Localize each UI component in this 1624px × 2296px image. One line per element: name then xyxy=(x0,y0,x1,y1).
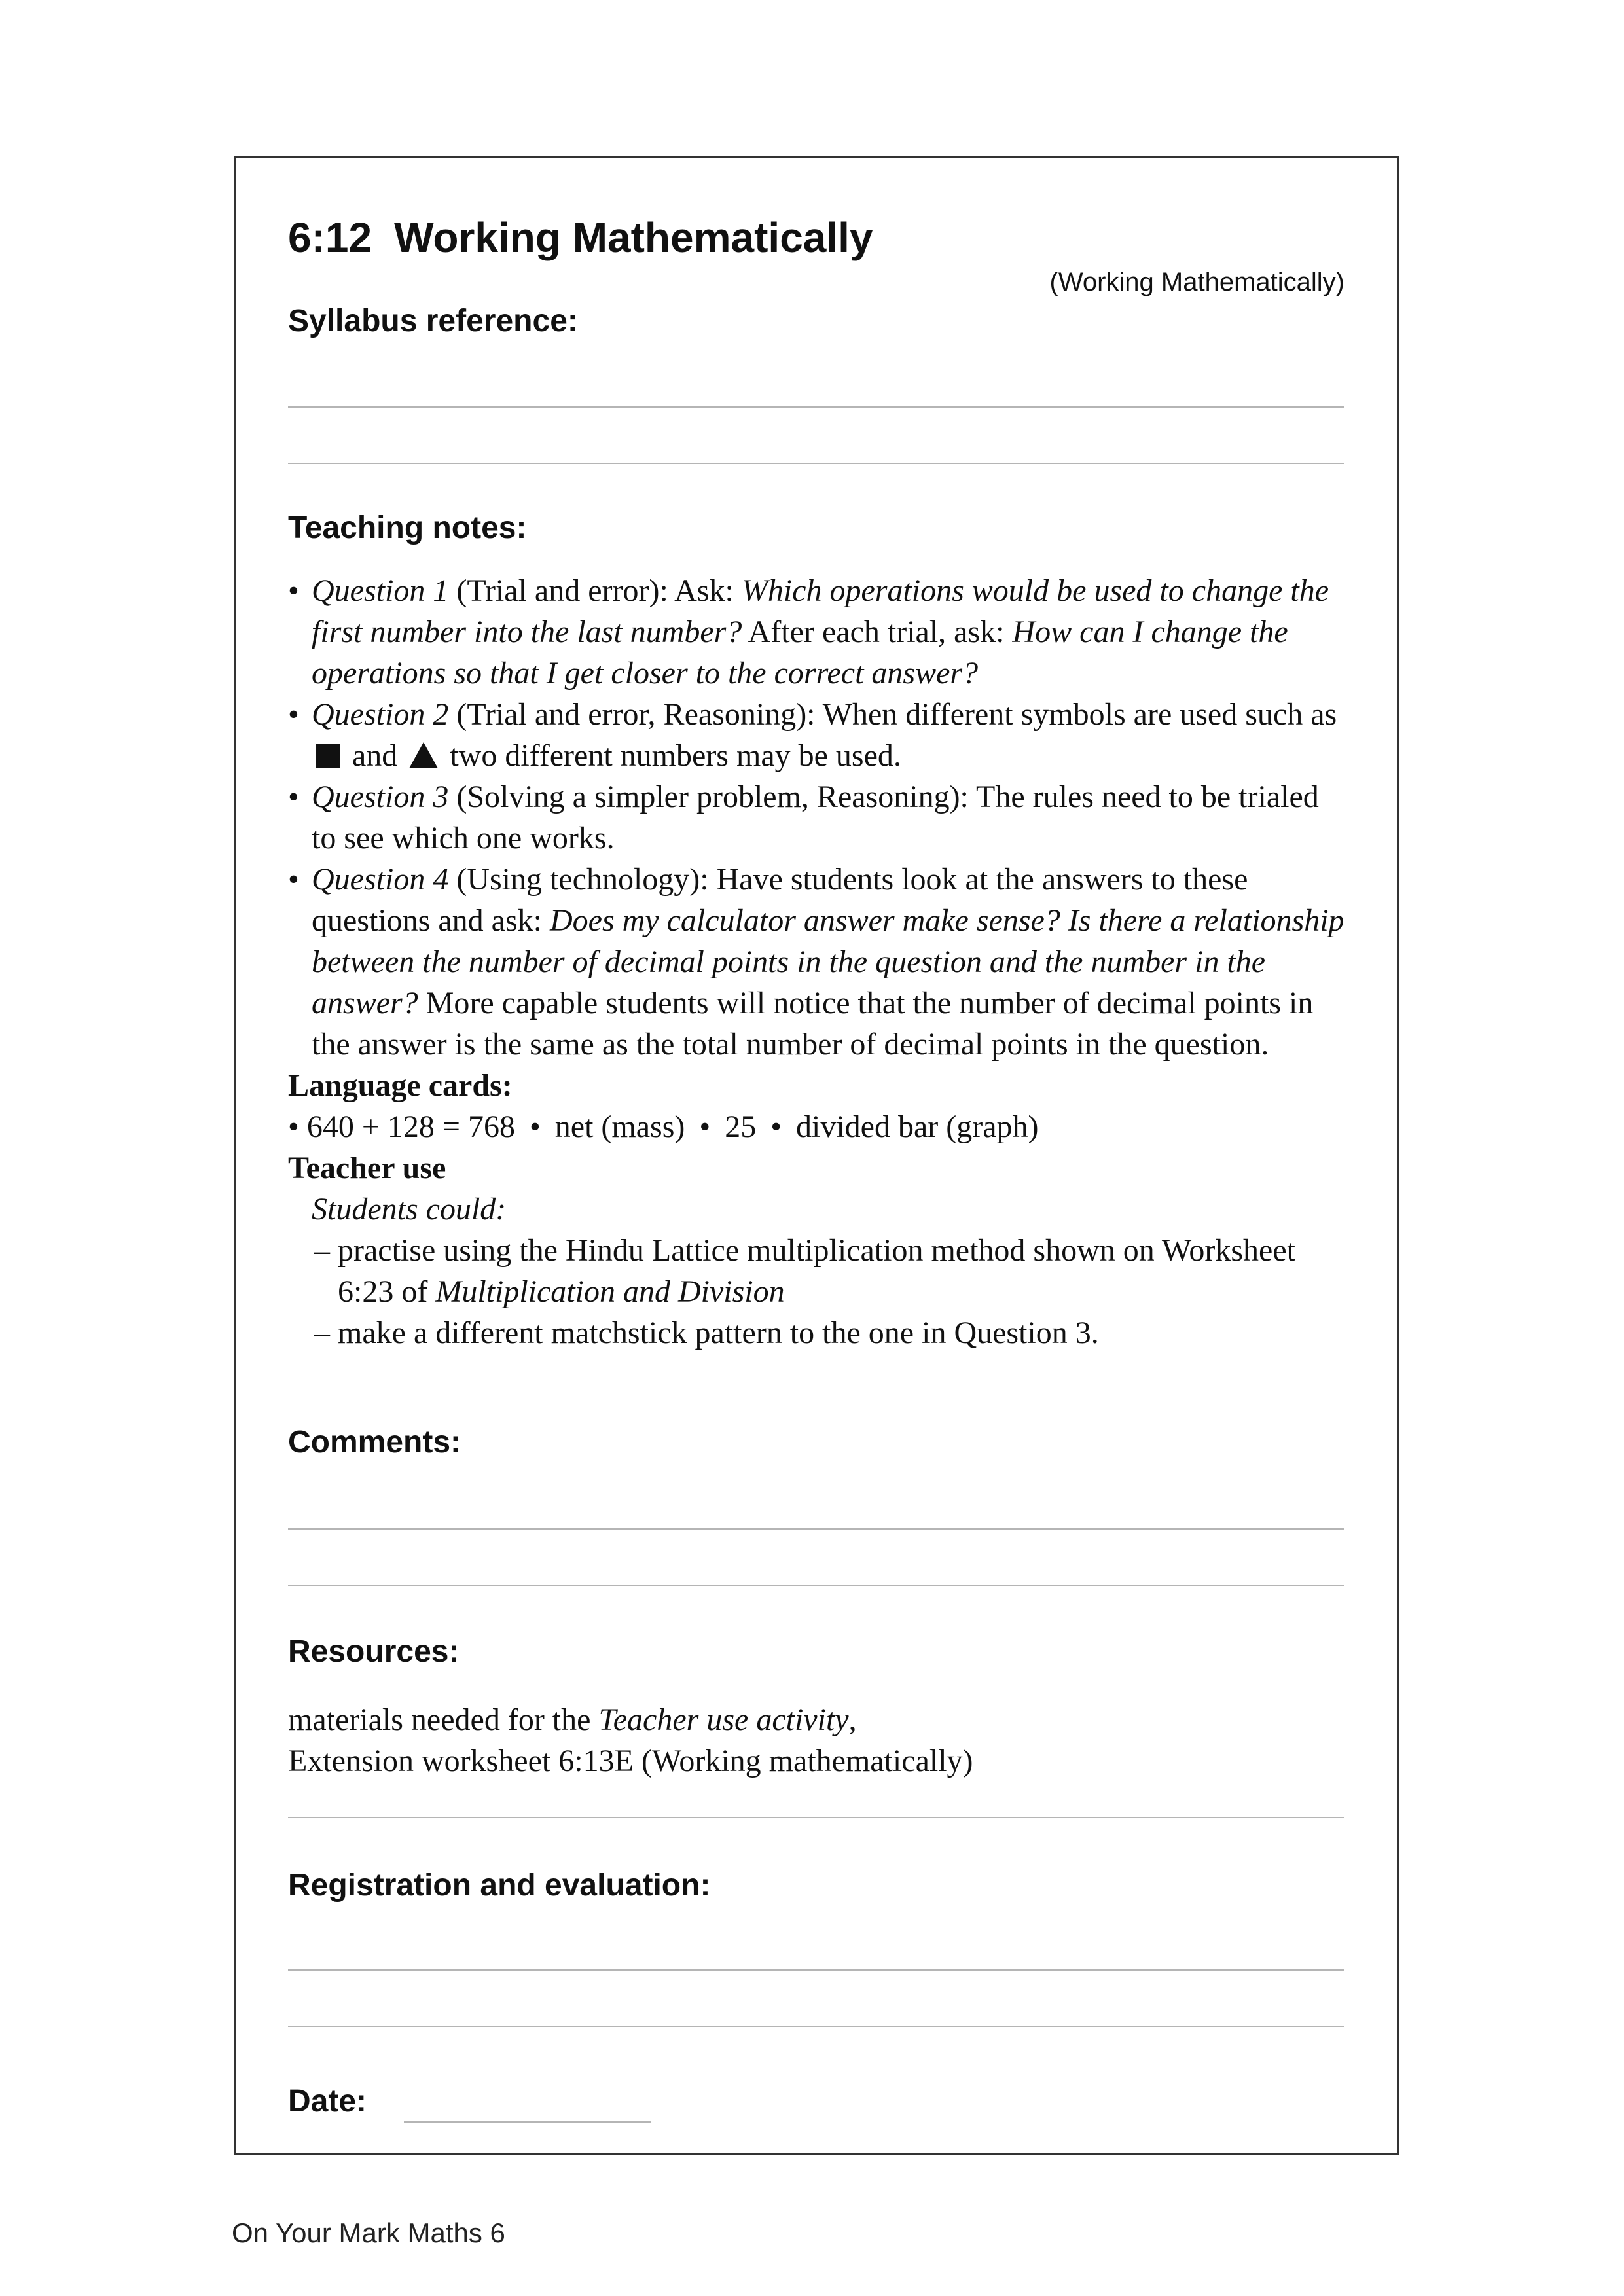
comments-line-2[interactable] xyxy=(288,1585,1344,1586)
language-cards-heading: Language cards: xyxy=(288,1068,513,1103)
footer-book-title: On Your Mark Maths 6 xyxy=(232,2217,505,2248)
q1-italic-b: How can I change the operations so that I get closer to the correct answer? xyxy=(312,615,1288,691)
note-question-1: • Question 1 (Trial and error): Ask: Which operations would be used to change the first number into the last number? After each trial, ask: How can I change the operations so that I get closer to the correct answer? xyxy=(288,573,1329,691)
teacher-use-item-1: – practise using the Hindu Lattice multiplication method shown on Worksheet 6:23 of Multiplication and Division xyxy=(314,1233,1295,1309)
date-heading: Date: xyxy=(288,2084,367,2119)
teacher-use-item-2-text: make a different matchstick pattern to the one in Question 3. xyxy=(338,1316,1099,1350)
q3-label: Question 3 xyxy=(312,780,449,814)
resources-line-1-text: materials needed for the xyxy=(288,1702,599,1737)
page-title xyxy=(288,213,873,262)
q2-text-a: (Trial and error, Reasoning): When different symbols are used such as xyxy=(448,697,1337,732)
resources-line-1 xyxy=(288,1699,1344,1740)
q4-label: Question 4 xyxy=(312,862,449,897)
square-symbol-icon xyxy=(316,744,340,768)
resources-text xyxy=(288,1699,1344,1782)
resources-line-1-comma: , xyxy=(848,1702,857,1737)
date-line[interactable] xyxy=(404,2121,651,2123)
resources-heading: Resources: xyxy=(288,1634,460,1669)
teacher-use-item-1-text: practise using the Hindu Lattice multiplication method shown on Worksheet 6:23 of xyxy=(338,1233,1295,1309)
teacher-use-item-2: – make a different matchstick pattern to the one in Question 3. xyxy=(314,1316,1099,1350)
teacher-use-intro xyxy=(288,1189,1344,1230)
q1-italic-a: Which operations would be used to change the first number into the last number? xyxy=(312,573,1329,649)
language-card: divided bar (graph) xyxy=(796,1109,1039,1144)
worksheet-frame xyxy=(234,156,1399,2155)
syllabus-line-1[interactable] xyxy=(288,406,1344,408)
resources-line[interactable] xyxy=(288,1817,1344,1818)
q3-text-a: (Solving a simpler problem, Reasoning): The rules need to be trialed to see which one works. xyxy=(312,780,1319,855)
page-number: 6:12 xyxy=(288,214,372,261)
teaching-notes xyxy=(288,570,1344,1354)
registration-line-2[interactable] xyxy=(288,2026,1344,2027)
q2-text-b: two different numbers may be used. xyxy=(442,738,901,773)
syllabus-heading: Syllabus reference: xyxy=(288,304,578,338)
q1-label: Question 1 xyxy=(312,573,449,608)
language-card: 25 xyxy=(725,1109,757,1144)
q2-label: Question 2 xyxy=(312,697,449,732)
note-question-2: • Question 2 (Trial and error, Reasoning): When different symbols are used such as and two different numbers may be used. xyxy=(288,697,1337,773)
teacher-use-heading: Teacher use xyxy=(288,1151,446,1185)
language-cards-list: • 640 + 128 = 768 • net (mass) • 25 • divided bar (graph) xyxy=(288,1109,1039,1144)
q4-text-a: (Using technology): Have students look at the answers to these questions and ask: xyxy=(312,862,1248,938)
q1-text-b: After each trial, ask: xyxy=(742,615,1013,649)
comments-line-1[interactable] xyxy=(288,1528,1344,1530)
triangle-symbol-icon xyxy=(409,742,438,768)
strand-label: (Working Mathematically) xyxy=(1049,268,1344,296)
registration-line-1[interactable] xyxy=(288,1969,1344,1971)
resources-line-1-italic: Teacher use activity xyxy=(598,1702,849,1737)
q2-text-and: and xyxy=(344,738,406,773)
registration-heading: Registration and evaluation: xyxy=(288,1868,711,1903)
note-question-3: • Question 3 (Solving a simpler problem, Reasoning): The rules need to be trialed to see which one works. xyxy=(288,780,1319,855)
q1-text-a: (Trial and error): Ask: xyxy=(448,573,742,608)
teacher-use-intro-text: Students could: xyxy=(312,1192,507,1227)
language-card: 640 + 128 = 768 xyxy=(306,1109,515,1144)
q4-text-b: More capable students will notice that the number of decimal points in the answer is the same as the total number of decimal points in the question. xyxy=(312,986,1314,1062)
comments-heading: Comments: xyxy=(288,1425,461,1460)
syllabus-line-2[interactable] xyxy=(288,463,1344,464)
teacher-use-item-1-italic: Multiplication and Division xyxy=(435,1274,785,1309)
q4-italic-a: Does my calculator answer make sense? Is there a relationship between the number of decimal points in the question and the number in the answer? xyxy=(312,903,1344,1020)
resources-line-2: Extension worksheet 6:13E (Working mathematically) xyxy=(288,1744,973,1778)
teaching-notes-heading: Teaching notes: xyxy=(288,511,527,545)
note-question-4: • Question 4 (Using technology): Have students look at the answers to these questions and ask: Does my calculator answer make sense? Is there a relationship between the number of decimal points in the question and the number in the answer? More capable students will notice that the number of decimal points in the answer is the same as the total number of decimal points in the question. xyxy=(288,862,1344,1062)
page-title-text: Working Mathematically xyxy=(394,214,873,261)
language-card: net (mass) xyxy=(554,1109,685,1144)
